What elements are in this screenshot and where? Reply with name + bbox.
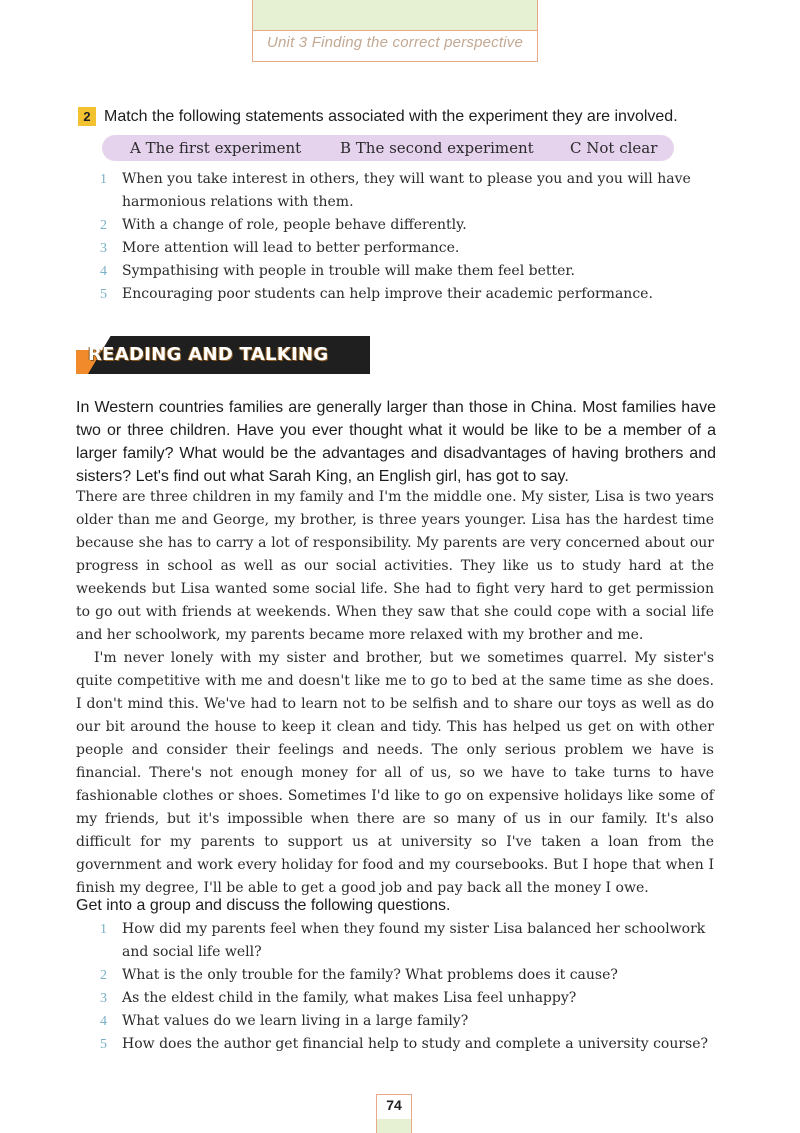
page-number-box [376,1094,412,1133]
page-number: 74 [386,1097,402,1113]
unit-title: Unit 3 Finding the correct perspective [266,34,524,51]
item-number: 1 [100,922,107,937]
passage-paragraph-1: There are three children in my family and I'm the middle one. My sister, Lisa is two years older than me and George, my brother, is three years younger. Lisa has the hardest time because she has to carry a lot of responsibility. My parents are very concerned about our progress in school as well as our social activities. They like us to study hard at the weekends but Lisa wanted some social life. She had to fight very hard to get permission to go out with friends at weekends. When they saw that she could cope with a social life and her schoolwork, my parents became more relaxed with my brother and me. [76,489,714,643]
list-item [100,987,720,1010]
passage-paragraph-2: I'm never lonely with my sister and brother, but we sometimes quarrel. My sister's quite competitive with me and doesn't like me to go to bed at the same time as she does. I don't mind this. We've had to learn not to be selfish and to share our toys as well as do our bit around the house to keep it clean and tidy. This has helped us get on with other people and consider their feelings and needs. The only serious problem we have is financial. There's not enough money for all of us, so we have to take turns to have fashionable clothes or shoes. Sometimes I'd like to go on expensive holidays like some of my friends, but it's impossible when there are so many of us in our family. It's also difficult for my parents to support us at university so I've taken a loan from the government and work every holiday for food and my coursebooks. But I hope that when I finish my degree, I'll be able to get a good job and pay back all the money I owe. [76,650,714,896]
list-item [100,260,720,283]
item-text: Sympathising with people in trouble will make them feel better. [122,263,576,279]
exercise-number-badge: 2 [78,107,96,126]
option-c: C Not clear [570,139,658,157]
item-number: 4 [100,1014,107,1029]
item-number: 3 [100,991,107,1006]
item-number: 1 [100,172,107,187]
list-item [100,283,720,306]
discussion-questions [100,918,720,1056]
option-b: B The second experiment [340,139,534,157]
item-number: 4 [100,264,107,279]
option-a: A The first experiment [130,139,302,157]
discussion-heading: Get into a group and discuss the following questions. [76,897,451,914]
item-text: Encouraging poor students can help improve their academic performance. [122,286,653,302]
item-number: 5 [100,1037,107,1052]
unit-header-tab [252,0,538,62]
item-text: When you take interest in others, they will want to please you and you will have harmonious relations with them. [122,171,691,210]
list-item [100,1033,720,1056]
statement-list [100,168,720,306]
section-banner [76,336,370,378]
item-number: 5 [100,287,107,302]
exercise-2-heading [78,107,678,126]
list-item [100,237,720,260]
item-number: 3 [100,241,107,256]
item-text: With a change of role, people behave differently. [122,217,467,233]
item-text: What is the only trouble for the family? What problems does it cause? [122,967,618,983]
list-item [100,964,720,987]
item-text: How did my parents feel when they found my sister Lisa balanced her schoolwork and social life well? [122,921,706,960]
options-bar [102,135,674,161]
section-title: READING AND TALKING [88,344,329,365]
reading-passage [76,486,714,900]
item-text: How does the author get financial help to study and complete a university course? [122,1036,709,1052]
page-box-fill [377,1119,411,1133]
item-text: What values do we learn living in a large family? [122,1013,469,1029]
list-item [100,214,720,237]
intro-paragraph: In Western countries families are generally larger than those in China. Most families have two or three children. Have you ever thought what it would be like to be a member of a larger family? What would be the advantages and disadvantages of having brothers and sisters? Let's find out what Sarah King, an English girl, has got to say. [76,399,716,485]
exercise-2-instruction: Match the following statements associated with the experiment they are involved. [104,107,678,125]
item-number: 2 [100,218,107,233]
item-text: As the eldest child in the family, what makes Lisa feel unhappy? [122,990,577,1006]
header-tab-fill [253,0,537,31]
list-item [100,918,720,964]
list-item [100,168,720,214]
item-number: 2 [100,968,107,983]
list-item [100,1010,720,1033]
item-text: More attention will lead to better performance. [122,240,460,256]
